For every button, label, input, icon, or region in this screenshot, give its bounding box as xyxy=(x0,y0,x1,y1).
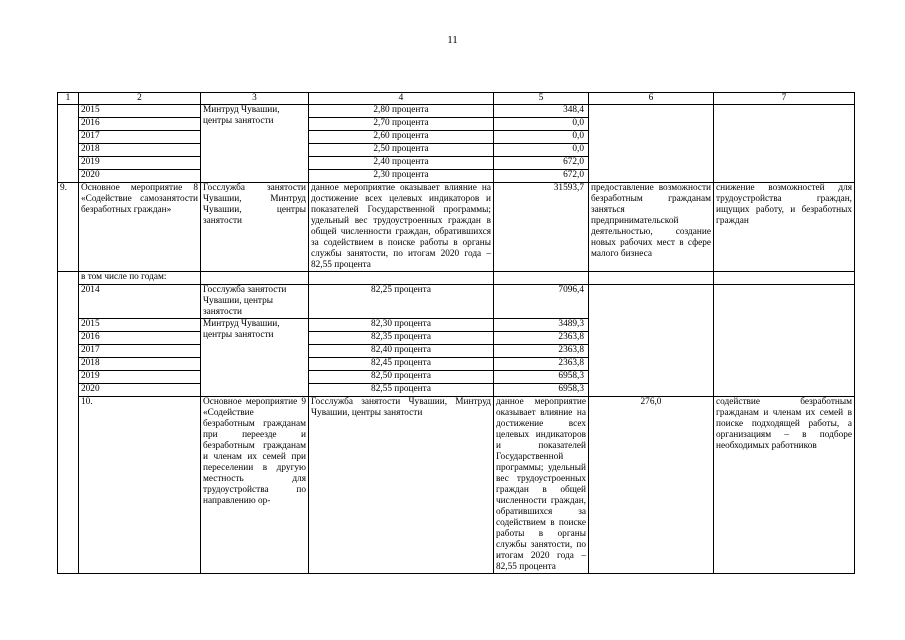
result-cell xyxy=(589,272,714,285)
year-cell: 2017 xyxy=(79,131,201,144)
year-cell: 2015 xyxy=(79,105,201,118)
page-number: 11 xyxy=(447,34,458,46)
indicator-cell: 82,25 процента xyxy=(309,285,494,319)
table-row xyxy=(58,285,855,319)
indicator-cell: данное мероприятие оказывает влияние на достижение всех целевых индикаторов и показателей Государственной программы; удельный вес трудоустроенных граждан в общей численности граждан, обратившихся за содействием в поиске работы в органы службы занятости, по итогам 2020 года – 82,55 процента xyxy=(494,397,589,574)
year-cell: 2016 xyxy=(79,118,201,131)
result-cell: предоставление возможности безработным гражданам заняться предпринимательской деятельностью, создание новых рабочих мест в сфере малого бизнеса xyxy=(589,183,714,272)
table-row xyxy=(58,105,855,118)
indicator-cell: 82,50 процента xyxy=(309,371,494,384)
indicator-cell: 82,40 процента xyxy=(309,345,494,358)
amount-cell: 672,0 xyxy=(494,157,589,170)
column-number: 7 xyxy=(714,93,855,105)
measure-cell: Основное мероприятие 8 «Содействие самозанятости безработных граждан» xyxy=(79,183,201,272)
consequence-cell xyxy=(714,105,855,183)
number-cell xyxy=(58,272,79,574)
column-number: 3 xyxy=(201,93,309,105)
year-cell: 2017 xyxy=(79,345,201,358)
amount-cell: 2363,8 xyxy=(494,358,589,371)
column-number: 5 xyxy=(494,93,589,105)
by-years-label: в том числе по годам: xyxy=(79,272,201,285)
indicator-cell: 82,55 процента xyxy=(309,384,494,397)
amount-cell: 6958,3 xyxy=(494,371,589,384)
amount-cell: 31593,7 xyxy=(494,183,589,272)
amount-cell: 7096,4 xyxy=(494,285,589,319)
year-cell: 2014 xyxy=(79,285,201,319)
indicator-cell: данное мероприятие оказывает влияние на достижение всех целевых индикаторов и показателей Государственной программы; удельный вес трудоустроенных граждан в общей численности граждан, обратившихся за содействием в поиске работы в органы службы занятости, по итогам 2020 года – 82,55 процента xyxy=(309,183,494,272)
amount-cell: 0,0 xyxy=(494,118,589,131)
indicator-cell: 82,30 процента xyxy=(309,319,494,332)
indicator-cell xyxy=(309,272,494,285)
executor-cell: Госслужба занятости Чувашии, Минтруд Чувашии, центры занятости xyxy=(309,397,494,574)
year-cell: 2016 xyxy=(79,332,201,345)
amount-cell: 672,0 xyxy=(494,170,589,183)
amount-cell: 348,4 xyxy=(494,105,589,118)
indicator-cell: 2,60 процента xyxy=(309,131,494,144)
year-cell: 2019 xyxy=(79,371,201,384)
column-number: 1 xyxy=(58,93,79,105)
indicator-cell: 82,45 процента xyxy=(309,358,494,371)
result-cell: содействие безработным гражданам и членам их семей в поиске подходящей работы, а организациям – в подборе необходимых работников xyxy=(714,397,855,574)
measure-cell: Основное мероприятие 9 «Содействие безработным гражданам при переезде и безработным гражданам и членам их семей при переселении в другую местность для трудоустройства по направлению ор- xyxy=(201,397,309,574)
year-cell: 2020 xyxy=(79,384,201,397)
year-cell: 2015 xyxy=(79,319,201,332)
amount-cell: 276,0 xyxy=(589,397,714,574)
executor-cell xyxy=(201,272,309,285)
indicator-cell: 2,80 процента xyxy=(309,105,494,118)
year-cell: 2020 xyxy=(79,170,201,183)
amount-cell: 2363,8 xyxy=(494,345,589,358)
executor-cell: Госслужба занятости Чувашии, центры занятости xyxy=(201,285,309,319)
amount-cell: 3489,3 xyxy=(494,319,589,332)
indicator-cell: 2,70 процента xyxy=(309,118,494,131)
number-cell xyxy=(58,105,79,183)
item-number: 10. xyxy=(79,397,201,574)
consequence-cell xyxy=(714,285,855,397)
year-cell: 2019 xyxy=(79,157,201,170)
indicator-cell: 2,30 процента xyxy=(309,170,494,183)
indicator-cell: 2,40 процента xyxy=(309,157,494,170)
indicator-cell: 82,35 процента xyxy=(309,332,494,345)
year-cell: 2018 xyxy=(79,144,201,157)
executor-cell: Минтруд Чувашии, центры занятости xyxy=(201,105,309,183)
executor-cell: Минтруд Чувашии, центры занятости xyxy=(201,319,309,397)
amount-cell xyxy=(494,272,589,285)
indicator-cell: 2,50 процента xyxy=(309,144,494,157)
consequence-cell xyxy=(714,272,855,285)
table-row xyxy=(58,272,855,285)
amount-cell: 6958,3 xyxy=(494,384,589,397)
table-row xyxy=(58,183,855,272)
result-cell xyxy=(589,105,714,183)
amount-cell: 2363,8 xyxy=(494,332,589,345)
amount-cell: 0,0 xyxy=(494,144,589,157)
program-table xyxy=(57,92,855,574)
executor-cell: Госслужба занятости Чувашии, Минтруд Чувашии, центры занятости xyxy=(201,183,309,272)
column-number: 6 xyxy=(589,93,714,105)
result-cell xyxy=(589,285,714,397)
amount-cell: 0,0 xyxy=(494,131,589,144)
column-number-row xyxy=(58,93,855,105)
table-row xyxy=(58,397,855,574)
consequence-cell: снижение возможностей для трудоустройства граждан, ищущих работу, и безработных граждан xyxy=(714,183,855,272)
year-cell: 2018 xyxy=(79,358,201,371)
column-number: 4 xyxy=(309,93,494,105)
column-number: 2 xyxy=(79,93,201,105)
item-number: 9. xyxy=(58,183,79,272)
